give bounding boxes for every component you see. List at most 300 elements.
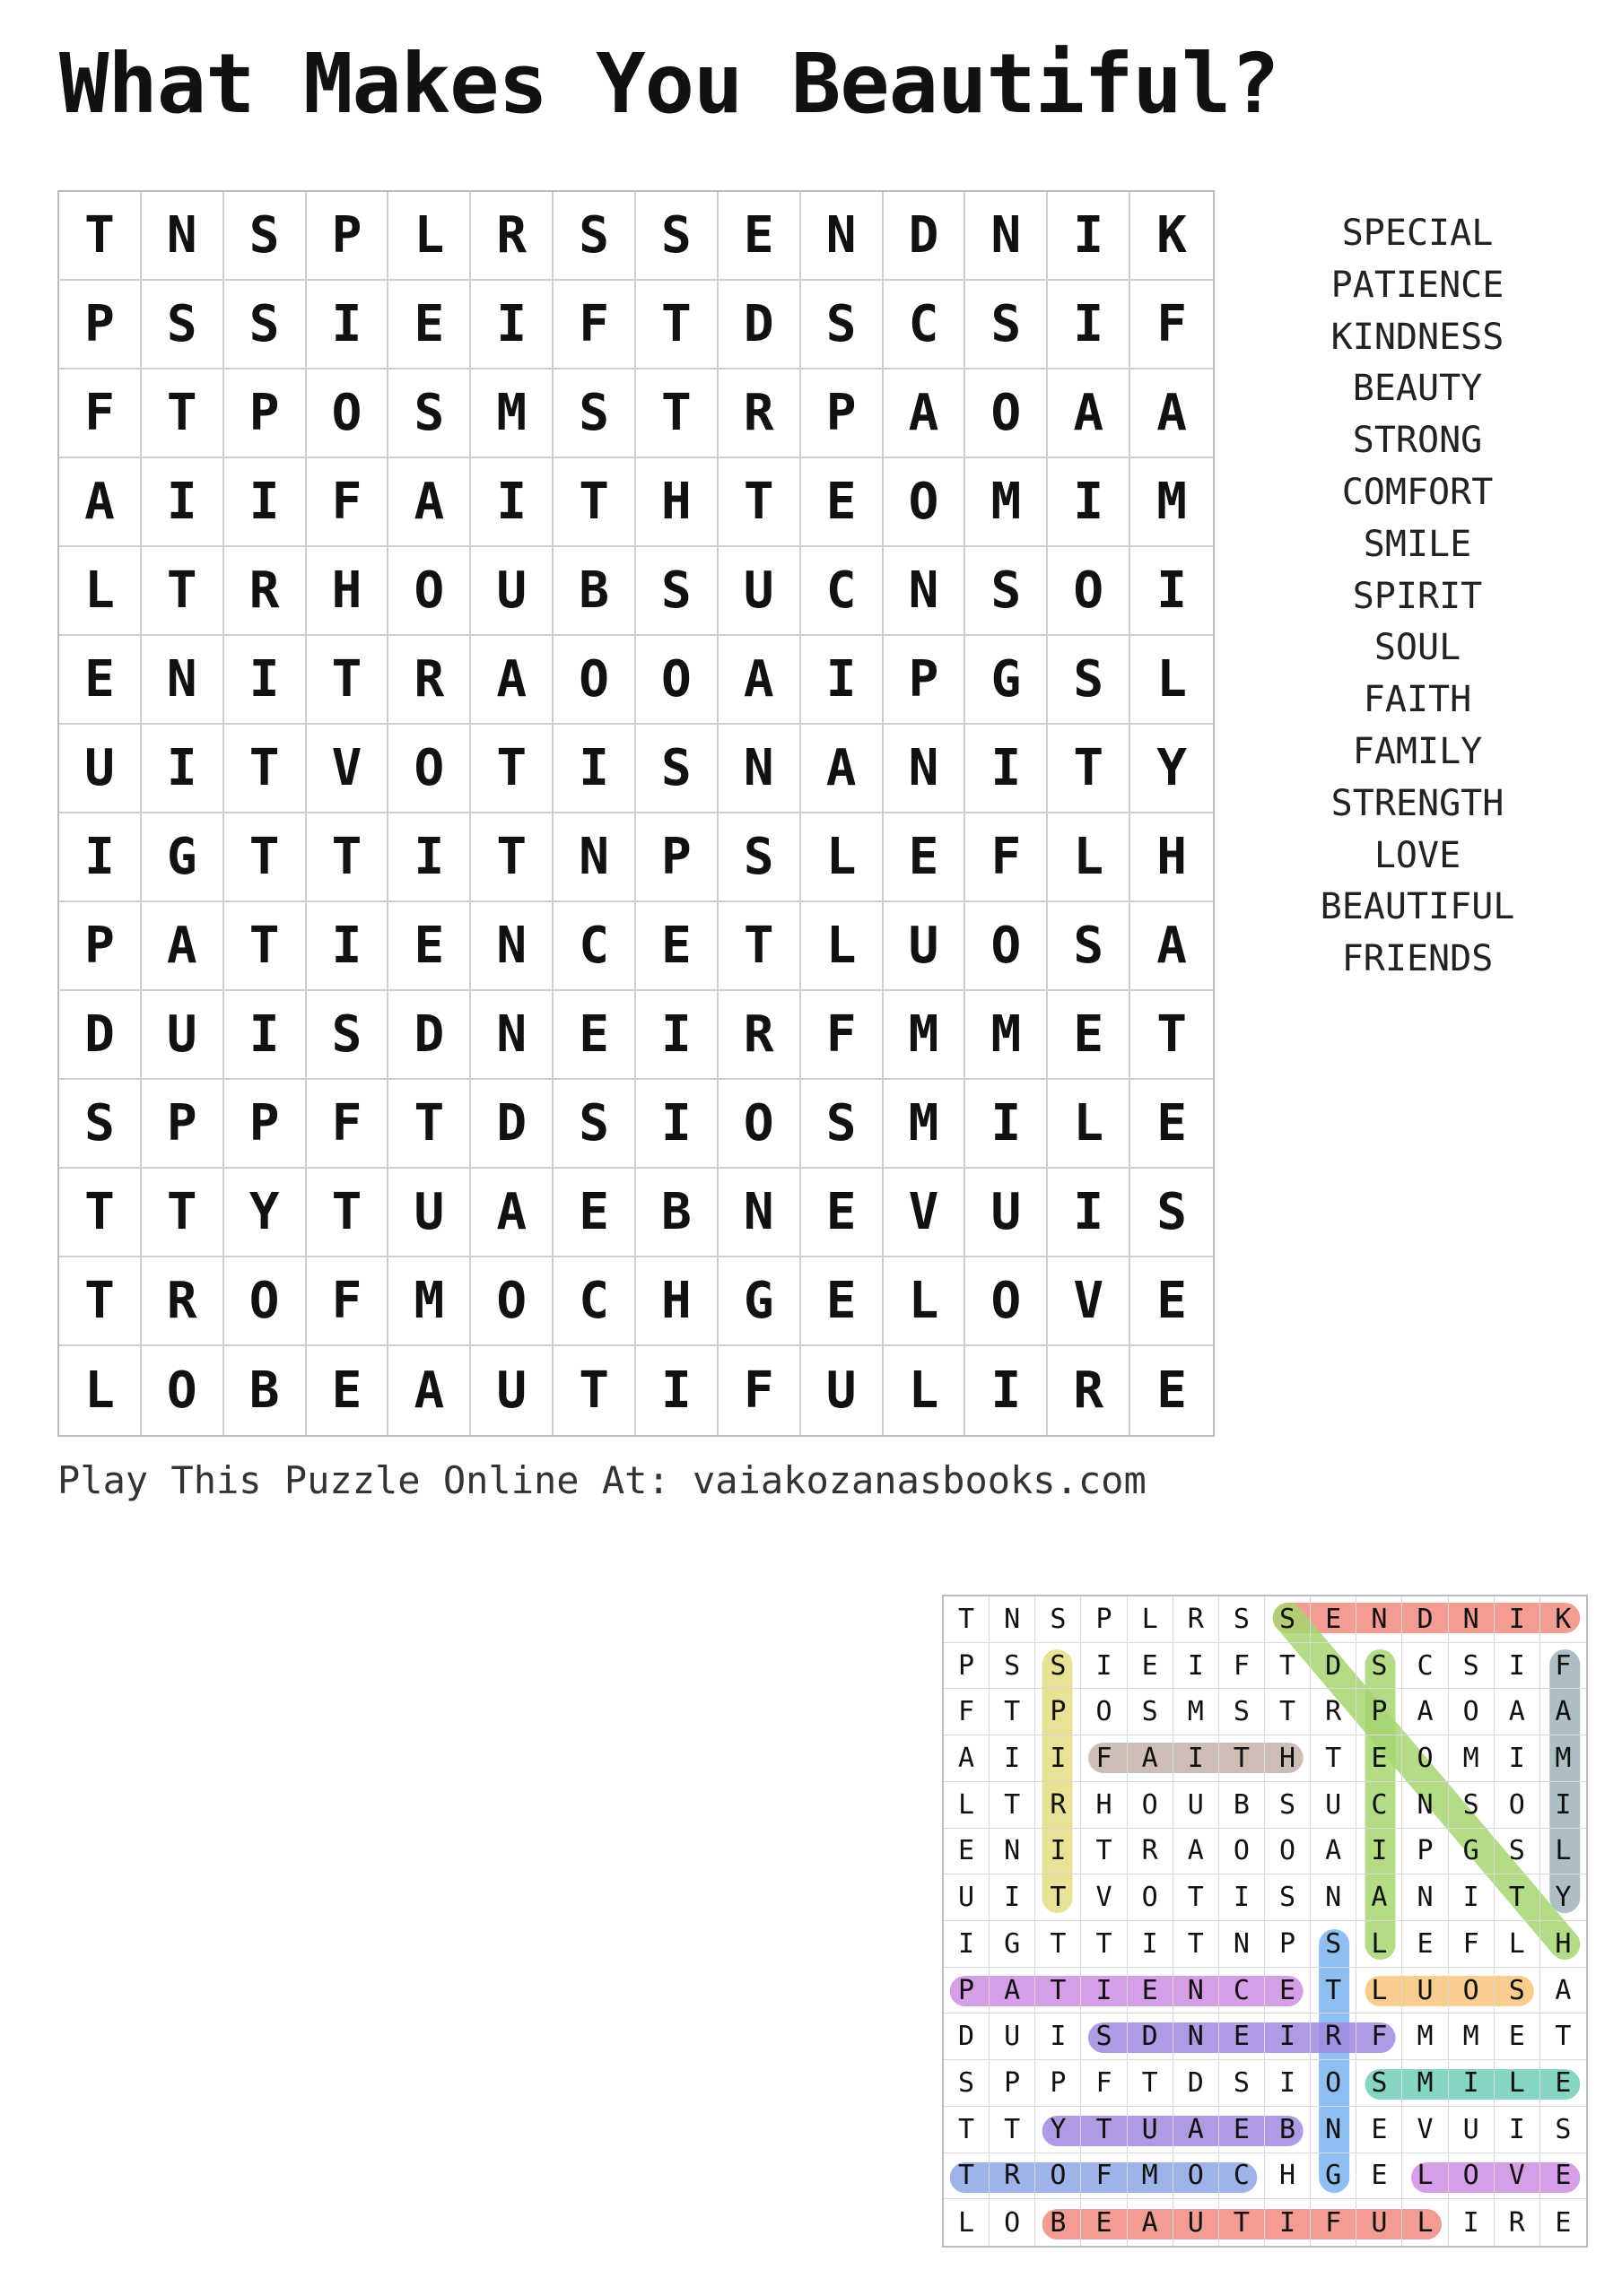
answer-grid-cell[interactable]: D [1128, 2013, 1173, 2060]
grid-cell[interactable]: E [307, 1346, 389, 1435]
grid-cell[interactable]: S [554, 370, 636, 458]
grid-cell[interactable]: A [388, 1346, 471, 1435]
grid-cell[interactable]: N [965, 192, 1048, 281]
grid-cell[interactable]: M [884, 1080, 966, 1169]
answer-grid-cell[interactable]: B [1035, 2199, 1081, 2246]
answer-grid-cell[interactable]: C [1219, 2153, 1265, 2200]
answer-grid-cell[interactable]: L [1495, 1921, 1540, 1968]
answer-grid-cell[interactable]: U [1311, 1782, 1356, 1829]
answer-grid-cell[interactable]: P [944, 1643, 990, 1690]
grid-cell[interactable]: O [884, 458, 966, 547]
answer-grid-cell[interactable]: U [1173, 2199, 1219, 2246]
answer-grid-cell[interactable]: S [1356, 2060, 1402, 2107]
grid-cell[interactable]: E [1130, 1257, 1213, 1346]
grid-cell[interactable]: D [471, 1080, 554, 1169]
answer-grid-cell[interactable]: E [1540, 2060, 1586, 2107]
answer-grid-cell[interactable]: R [1035, 1782, 1081, 1829]
grid-cell[interactable]: E [801, 1169, 884, 1257]
grid-cell[interactable]: T [471, 813, 554, 902]
grid-cell[interactable]: T [59, 1257, 142, 1346]
answer-grid-cell[interactable]: N [1219, 1921, 1265, 1968]
answer-grid-cell[interactable]: S [1540, 2107, 1586, 2153]
answer-grid-cell[interactable]: N [1402, 1874, 1448, 1921]
grid-cell[interactable]: U [471, 1346, 554, 1435]
grid-cell[interactable]: N [719, 725, 801, 813]
grid-cell[interactable]: U [719, 547, 801, 636]
grid-cell[interactable]: E [388, 281, 471, 370]
answer-grid-cell[interactable]: A [990, 1968, 1035, 2014]
answer-grid-cell[interactable]: T [1495, 1874, 1540, 1921]
answer-grid-cell[interactable]: E [1128, 1968, 1173, 2014]
answer-grid-cell[interactable]: I [1081, 1643, 1127, 1690]
answer-grid-cell[interactable]: I [1449, 2199, 1495, 2246]
grid-cell[interactable]: N [554, 813, 636, 902]
grid-cell[interactable]: V [307, 725, 389, 813]
answer-grid-cell[interactable]: O [1035, 2153, 1081, 2200]
answer-grid-cell[interactable]: U [1356, 2199, 1402, 2246]
answer-grid-cell[interactable]: E [944, 1829, 990, 1875]
answer-grid-cell[interactable]: L [1356, 1921, 1402, 1968]
answer-grid-cell[interactable]: T [1035, 1968, 1081, 2014]
grid-cell[interactable]: I [636, 1346, 719, 1435]
grid-cell[interactable]: A [1130, 370, 1213, 458]
grid-cell[interactable]: L [1130, 636, 1213, 725]
answer-grid-cell[interactable]: I [944, 1921, 990, 1968]
answer-grid-cell[interactable]: S [1081, 2013, 1127, 2060]
answer-grid-cell[interactable]: F [1540, 1643, 1586, 1690]
answer-grid-cell[interactable]: T [944, 1596, 990, 1643]
answer-grid-cell[interactable]: F [1081, 1735, 1127, 1782]
grid-cell[interactable]: C [554, 902, 636, 991]
answer-grid-cell[interactable]: H [1081, 1782, 1127, 1829]
answer-grid-cell[interactable]: V [1081, 1874, 1127, 1921]
grid-cell[interactable]: P [224, 1080, 307, 1169]
grid-cell[interactable]: V [1048, 1257, 1130, 1346]
grid-cell[interactable]: I [142, 458, 224, 547]
grid-cell[interactable]: I [224, 458, 307, 547]
grid-cell[interactable]: T [554, 458, 636, 547]
grid-cell[interactable]: P [224, 370, 307, 458]
grid-cell[interactable]: E [801, 1257, 884, 1346]
answer-grid-cell[interactable]: E [1219, 2107, 1265, 2153]
answer-grid-cell[interactable]: H [1265, 2153, 1311, 2200]
grid-cell[interactable]: S [719, 813, 801, 902]
answer-grid-cell[interactable]: I [1265, 2199, 1311, 2246]
grid-cell[interactable]: T [142, 547, 224, 636]
grid-cell[interactable]: D [719, 281, 801, 370]
grid-cell[interactable]: G [965, 636, 1048, 725]
answer-grid-cell[interactable]: S [1495, 1829, 1540, 1875]
answer-grid-cell[interactable]: C [1402, 1643, 1448, 1690]
answer-grid-cell[interactable]: E [1311, 1596, 1356, 1643]
answer-grid-cell[interactable]: E [1356, 2107, 1402, 2153]
grid-cell[interactable]: P [142, 1080, 224, 1169]
grid-cell[interactable]: O [1048, 547, 1130, 636]
grid-cell[interactable]: F [801, 991, 884, 1080]
grid-cell[interactable]: P [307, 192, 389, 281]
grid-cell[interactable]: N [884, 547, 966, 636]
grid-cell[interactable]: O [388, 725, 471, 813]
grid-cell[interactable]: A [471, 1169, 554, 1257]
grid-cell[interactable]: I [965, 1080, 1048, 1169]
answer-grid-cell[interactable]: U [1449, 2107, 1495, 2153]
answer-grid-cell[interactable]: T [944, 2107, 990, 2153]
answer-grid-cell[interactable]: L [1540, 1829, 1586, 1875]
grid-cell[interactable]: E [59, 636, 142, 725]
grid-cell[interactable]: N [142, 192, 224, 281]
answer-grid-cell[interactable]: M [1540, 1735, 1586, 1782]
grid-cell[interactable]: T [719, 902, 801, 991]
grid-cell[interactable]: M [884, 991, 966, 1080]
grid-cell[interactable]: I [965, 1346, 1048, 1435]
answer-grid-cell[interactable]: O [1402, 1735, 1448, 1782]
grid-cell[interactable]: Y [224, 1169, 307, 1257]
grid-cell[interactable]: I [1048, 458, 1130, 547]
grid-cell[interactable]: A [388, 458, 471, 547]
answer-grid-cell[interactable]: I [1495, 1735, 1540, 1782]
answer-grid-cell[interactable]: S [1219, 1596, 1265, 1643]
answer-grid-cell[interactable]: V [1495, 2153, 1540, 2200]
grid-cell[interactable]: H [636, 458, 719, 547]
grid-cell[interactable]: O [554, 636, 636, 725]
answer-grid-cell[interactable]: R [990, 2153, 1035, 2200]
answer-grid-cell[interactable]: P [1081, 1596, 1127, 1643]
answer-grid-cell[interactable]: K [1540, 1596, 1586, 1643]
grid-cell[interactable]: I [801, 636, 884, 725]
grid-cell[interactable]: R [142, 1257, 224, 1346]
grid-cell[interactable]: B [224, 1346, 307, 1435]
answer-grid-cell[interactable]: A [1173, 2107, 1219, 2153]
answer-grid-cell[interactable]: N [1449, 1596, 1495, 1643]
answer-grid-cell[interactable]: T [1035, 1874, 1081, 1921]
grid-cell[interactable]: C [801, 547, 884, 636]
answer-grid-cell[interactable]: I [1265, 2013, 1311, 2060]
answer-grid-cell[interactable]: O [1265, 1829, 1311, 1875]
grid-cell[interactable]: E [801, 458, 884, 547]
answer-grid-cell[interactable]: S [1035, 1643, 1081, 1690]
answer-grid-cell[interactable]: R [1311, 1689, 1356, 1735]
grid-cell[interactable]: F [1130, 281, 1213, 370]
answer-grid-cell[interactable]: I [1128, 1921, 1173, 1968]
answer-grid-cell[interactable]: T [1128, 2060, 1173, 2107]
answer-grid-cell[interactable]: T [1173, 1874, 1219, 1921]
answer-grid-cell[interactable]: I [1035, 2013, 1081, 2060]
grid-cell[interactable]: T [1048, 725, 1130, 813]
answer-grid-cell[interactable]: E [1128, 1643, 1173, 1690]
grid-cell[interactable]: O [307, 370, 389, 458]
grid-cell[interactable]: K [1130, 192, 1213, 281]
answer-grid-cell[interactable]: A [944, 1735, 990, 1782]
grid-cell[interactable]: L [884, 1257, 966, 1346]
answer-grid-cell[interactable]: T [1035, 1921, 1081, 1968]
answer-grid-cell[interactable]: O [1495, 1782, 1540, 1829]
grid-cell[interactable]: I [59, 813, 142, 902]
grid-cell[interactable]: S [801, 281, 884, 370]
answer-grid-cell[interactable]: E [1219, 2013, 1265, 2060]
answer-grid-cell[interactable]: B [1265, 2107, 1311, 2153]
grid-cell[interactable]: O [965, 902, 1048, 991]
answer-grid-cell[interactable]: L [1402, 2153, 1448, 2200]
grid-cell[interactable]: O [965, 1257, 1048, 1346]
answer-grid-cell[interactable]: E [1555, 2206, 1572, 2239]
grid-cell[interactable]: B [554, 547, 636, 636]
answer-grid-cell[interactable]: V [1402, 2107, 1448, 2153]
answer-grid-cell[interactable]: D [1173, 2060, 1219, 2107]
grid-cell[interactable]: A [59, 458, 142, 547]
grid-cell[interactable]: A [1130, 902, 1213, 991]
answer-grid-cell[interactable]: H [1265, 1735, 1311, 1782]
answer-grid-cell[interactable]: U [1402, 1968, 1448, 2014]
grid-cell[interactable]: T [224, 902, 307, 991]
answer-grid-cell[interactable]: P [1035, 2060, 1081, 2107]
answer-grid-cell[interactable]: I [1495, 1643, 1540, 1690]
answer-grid-cell[interactable]: A [1540, 1689, 1586, 1735]
grid-cell[interactable]: H [636, 1257, 719, 1346]
answer-grid-cell[interactable]: T [1173, 1921, 1219, 1968]
grid-cell[interactable]: T [142, 1169, 224, 1257]
answer-grid-cell[interactable]: G [1449, 1829, 1495, 1875]
answer-grid-cell[interactable]: A [1402, 1689, 1448, 1735]
answer-grid-cell[interactable]: P [990, 2060, 1035, 2107]
answer-grid-cell[interactable]: F [944, 1689, 990, 1735]
answer-grid-cell[interactable]: M [1449, 1735, 1495, 1782]
grid-cell[interactable]: T [59, 1169, 142, 1257]
grid-cell[interactable]: R [719, 991, 801, 1080]
answer-grid-cell[interactable]: T [944, 2153, 990, 2200]
grid-cell[interactable]: M [388, 1257, 471, 1346]
answer-grid-cell[interactable]: I [990, 1735, 1035, 1782]
grid-cell[interactable]: T [1130, 991, 1213, 1080]
grid-cell[interactable]: E [554, 1169, 636, 1257]
answer-grid-cell[interactable]: F [1081, 2060, 1127, 2107]
answer-grid-cell[interactable]: N [990, 1829, 1035, 1875]
answer-grid-cell[interactable]: Y [1035, 2107, 1081, 2153]
grid-cell[interactable]: L [801, 902, 884, 991]
grid-cell[interactable]: N [884, 725, 966, 813]
grid-cell[interactable]: U [884, 902, 966, 991]
grid-cell[interactable]: S [636, 725, 719, 813]
grid-cell[interactable]: S [636, 192, 719, 281]
grid-cell[interactable]: T [388, 1080, 471, 1169]
answer-grid-cell[interactable]: D [1311, 1643, 1356, 1690]
answer-grid-cell[interactable]: O [1081, 1689, 1127, 1735]
answer-grid-cell[interactable]: I [1495, 1596, 1540, 1643]
answer-grid-cell[interactable]: I [990, 1874, 1035, 1921]
grid-cell[interactable]: T [471, 725, 554, 813]
grid-cell[interactable]: L [884, 1346, 966, 1435]
grid-cell[interactable]: S [142, 281, 224, 370]
answer-grid-cell[interactable]: G [1311, 2153, 1356, 2200]
grid-cell[interactable]: D [884, 192, 966, 281]
answer-grid-cell[interactable]: F [1219, 1643, 1265, 1690]
grid-cell[interactable]: I [142, 725, 224, 813]
answer-grid-cell[interactable]: O [1449, 1689, 1495, 1735]
answer-grid-cell[interactable]: C [1219, 1968, 1265, 2014]
answer-grid-cell[interactable]: A [1356, 1874, 1402, 1921]
grid-cell[interactable]: E [1130, 1080, 1213, 1169]
answer-grid-cell[interactable]: O [1128, 1874, 1173, 1921]
answer-grid-cell[interactable]: E [1081, 2199, 1127, 2246]
answer-grid-cell[interactable]: O [1173, 2153, 1219, 2200]
grid-cell[interactable]: I [1048, 192, 1130, 281]
grid-cell[interactable]: U [801, 1346, 884, 1435]
grid-cell[interactable]: H [307, 547, 389, 636]
answer-grid-cell[interactable]: P [944, 1968, 990, 2014]
grid-cell[interactable]: G [142, 813, 224, 902]
answer-grid-cell[interactable]: N [1356, 1596, 1402, 1643]
grid-cell[interactable]: I [1130, 547, 1213, 636]
answer-grid-cell[interactable]: E [1495, 2013, 1540, 2060]
grid-cell[interactable]: A [884, 370, 966, 458]
grid-cell[interactable]: R [224, 547, 307, 636]
answer-grid-cell[interactable]: E [1356, 1735, 1402, 1782]
grid-cell[interactable]: R [471, 192, 554, 281]
grid-cell[interactable]: O [636, 636, 719, 725]
grid-cell[interactable]: I [307, 281, 389, 370]
answer-grid-cell[interactable]: P [1356, 1689, 1402, 1735]
answer-grid-cell[interactable]: T [990, 1689, 1035, 1735]
grid-cell[interactable]: N [142, 636, 224, 725]
grid-cell[interactable]: I [554, 725, 636, 813]
grid-cell[interactable]: I [224, 991, 307, 1080]
answer-grid-cell[interactable]: S [1311, 1921, 1356, 1968]
grid-cell[interactable]: A [471, 636, 554, 725]
grid-cell[interactable]: N [719, 1169, 801, 1257]
grid-cell[interactable]: E [636, 902, 719, 991]
answer-grid-cell[interactable]: E [1402, 1921, 1448, 1968]
answer-grid-cell[interactable]: R [1173, 1596, 1219, 1643]
grid-cell[interactable]: N [471, 991, 554, 1080]
answer-grid-cell[interactable]: L [1402, 2199, 1448, 2246]
answer-grid-cell[interactable]: T [1265, 1689, 1311, 1735]
answer-grid-cell[interactable]: P [1035, 1689, 1081, 1735]
grid-cell[interactable]: L [801, 813, 884, 902]
answer-grid-cell[interactable]: M [1173, 1689, 1219, 1735]
answer-grid-cell[interactable]: S [1035, 1596, 1081, 1643]
answer-grid-cell[interactable]: T [1265, 1643, 1311, 1690]
grid-cell[interactable]: P [59, 281, 142, 370]
answer-grid-cell[interactable]: A [1495, 1689, 1540, 1735]
answer-grid-cell[interactable]: N [1402, 1782, 1448, 1829]
grid-cell[interactable]: L [1048, 813, 1130, 902]
answer-grid-cell[interactable]: N [1311, 2107, 1356, 2153]
grid-cell[interactable]: L [59, 547, 142, 636]
answer-grid-cell[interactable]: T [1081, 1921, 1127, 1968]
answer-grid-cell[interactable]: I [1356, 1829, 1402, 1875]
grid-cell[interactable]: A [1048, 370, 1130, 458]
answer-grid-cell[interactable]: S [1219, 1689, 1265, 1735]
answer-grid-cell[interactable]: S [1449, 1782, 1495, 1829]
answer-grid-cell[interactable]: I [1035, 1829, 1081, 1875]
answer-grid-cell[interactable]: R [1128, 1829, 1173, 1875]
answer-grid-cell[interactable]: G [990, 1921, 1035, 1968]
grid-cell[interactable]: F [307, 1080, 389, 1169]
answer-grid-cell[interactable]: I [1035, 1735, 1081, 1782]
grid-cell[interactable]: E [1156, 1361, 1187, 1420]
grid-cell[interactable]: T [224, 725, 307, 813]
grid-cell[interactable]: O [965, 370, 1048, 458]
grid-cell[interactable]: T [554, 1346, 636, 1435]
grid-cell[interactable]: S [1048, 636, 1130, 725]
answer-grid-cell[interactable]: I [1495, 2107, 1540, 2153]
grid-cell[interactable]: A [719, 636, 801, 725]
grid-cell[interactable]: T [307, 1169, 389, 1257]
answer-grid-cell[interactable]: I [1219, 1874, 1265, 1921]
answer-grid-cell[interactable]: N [1311, 1874, 1356, 1921]
grid-cell[interactable]: S [554, 1080, 636, 1169]
grid-cell[interactable]: S [224, 192, 307, 281]
grid-cell[interactable]: O [142, 1346, 224, 1435]
grid-cell[interactable]: I [965, 725, 1048, 813]
grid-cell[interactable]: I [636, 991, 719, 1080]
answer-grid-cell[interactable]: O [1311, 2060, 1356, 2107]
grid-cell[interactable]: B [636, 1169, 719, 1257]
answer-grid-cell[interactable]: H [1540, 1921, 1586, 1968]
grid-cell[interactable]: C [554, 1257, 636, 1346]
answer-grid-cell[interactable]: M [1449, 2013, 1495, 2060]
answer-grid-cell[interactable]: L [1495, 2060, 1540, 2107]
answer-grid-cell[interactable]: T [1219, 1735, 1265, 1782]
answer-grid-cell[interactable]: I [1173, 1735, 1219, 1782]
grid-cell[interactable]: O [224, 1257, 307, 1346]
answer-grid-cell[interactable]: S [1128, 1689, 1173, 1735]
answer-grid-cell[interactable]: L [944, 2199, 990, 2246]
answer-grid-cell[interactable]: S [1265, 1596, 1311, 1643]
answer-grid-cell[interactable]: U [1173, 1782, 1219, 1829]
answer-grid-cell[interactable]: R [1495, 2199, 1540, 2246]
grid-cell[interactable]: I [388, 813, 471, 902]
grid-cell[interactable]: S [965, 281, 1048, 370]
grid-cell[interactable]: L [1048, 1080, 1130, 1169]
grid-cell[interactable]: S [307, 991, 389, 1080]
grid-cell[interactable]: M [965, 991, 1048, 1080]
answer-grid-cell[interactable]: S [944, 2060, 990, 2107]
grid-cell[interactable]: F [307, 458, 389, 547]
grid-cell[interactable]: R [719, 370, 801, 458]
grid-cell[interactable]: U [471, 547, 554, 636]
grid-cell[interactable]: T [307, 636, 389, 725]
answer-grid-cell[interactable]: P [1402, 1829, 1448, 1875]
grid-cell[interactable]: R [1048, 1346, 1130, 1435]
answer-grid-cell[interactable]: O [1449, 2153, 1495, 2200]
grid-cell[interactable]: I [224, 636, 307, 725]
answer-grid-cell[interactable]: S [1356, 1643, 1402, 1690]
answer-grid-cell[interactable]: A [1128, 1735, 1173, 1782]
grid-cell[interactable]: I [636, 1080, 719, 1169]
answer-grid-cell[interactable]: A [1128, 2199, 1173, 2246]
answer-grid-cell[interactable]: N [990, 1596, 1035, 1643]
answer-grid-cell[interactable]: T [990, 2107, 1035, 2153]
grid-cell[interactable]: G [719, 1257, 801, 1346]
grid-cell[interactable]: U [59, 725, 142, 813]
grid-cell[interactable]: H [1130, 813, 1213, 902]
grid-cell[interactable]: T [307, 813, 389, 902]
answer-grid-cell[interactable]: S [1265, 1782, 1311, 1829]
answer-grid-cell[interactable]: I [1449, 1874, 1495, 1921]
answer-grid-cell[interactable]: L [1128, 1596, 1173, 1643]
answer-grid-cell[interactable]: R [1311, 2013, 1356, 2060]
answer-grid-cell[interactable]: S [1495, 1968, 1540, 2014]
grid-cell[interactable]: I [1048, 281, 1130, 370]
answer-grid-cell[interactable]: B [1219, 1782, 1265, 1829]
grid-cell[interactable]: S [59, 1080, 142, 1169]
grid-cell[interactable]: M [471, 370, 554, 458]
grid-cell[interactable]: O [719, 1080, 801, 1169]
grid-cell[interactable]: E [554, 991, 636, 1080]
grid-cell[interactable]: Y [1130, 725, 1213, 813]
grid-cell[interactable]: U [388, 1169, 471, 1257]
grid-cell[interactable]: F [965, 813, 1048, 902]
